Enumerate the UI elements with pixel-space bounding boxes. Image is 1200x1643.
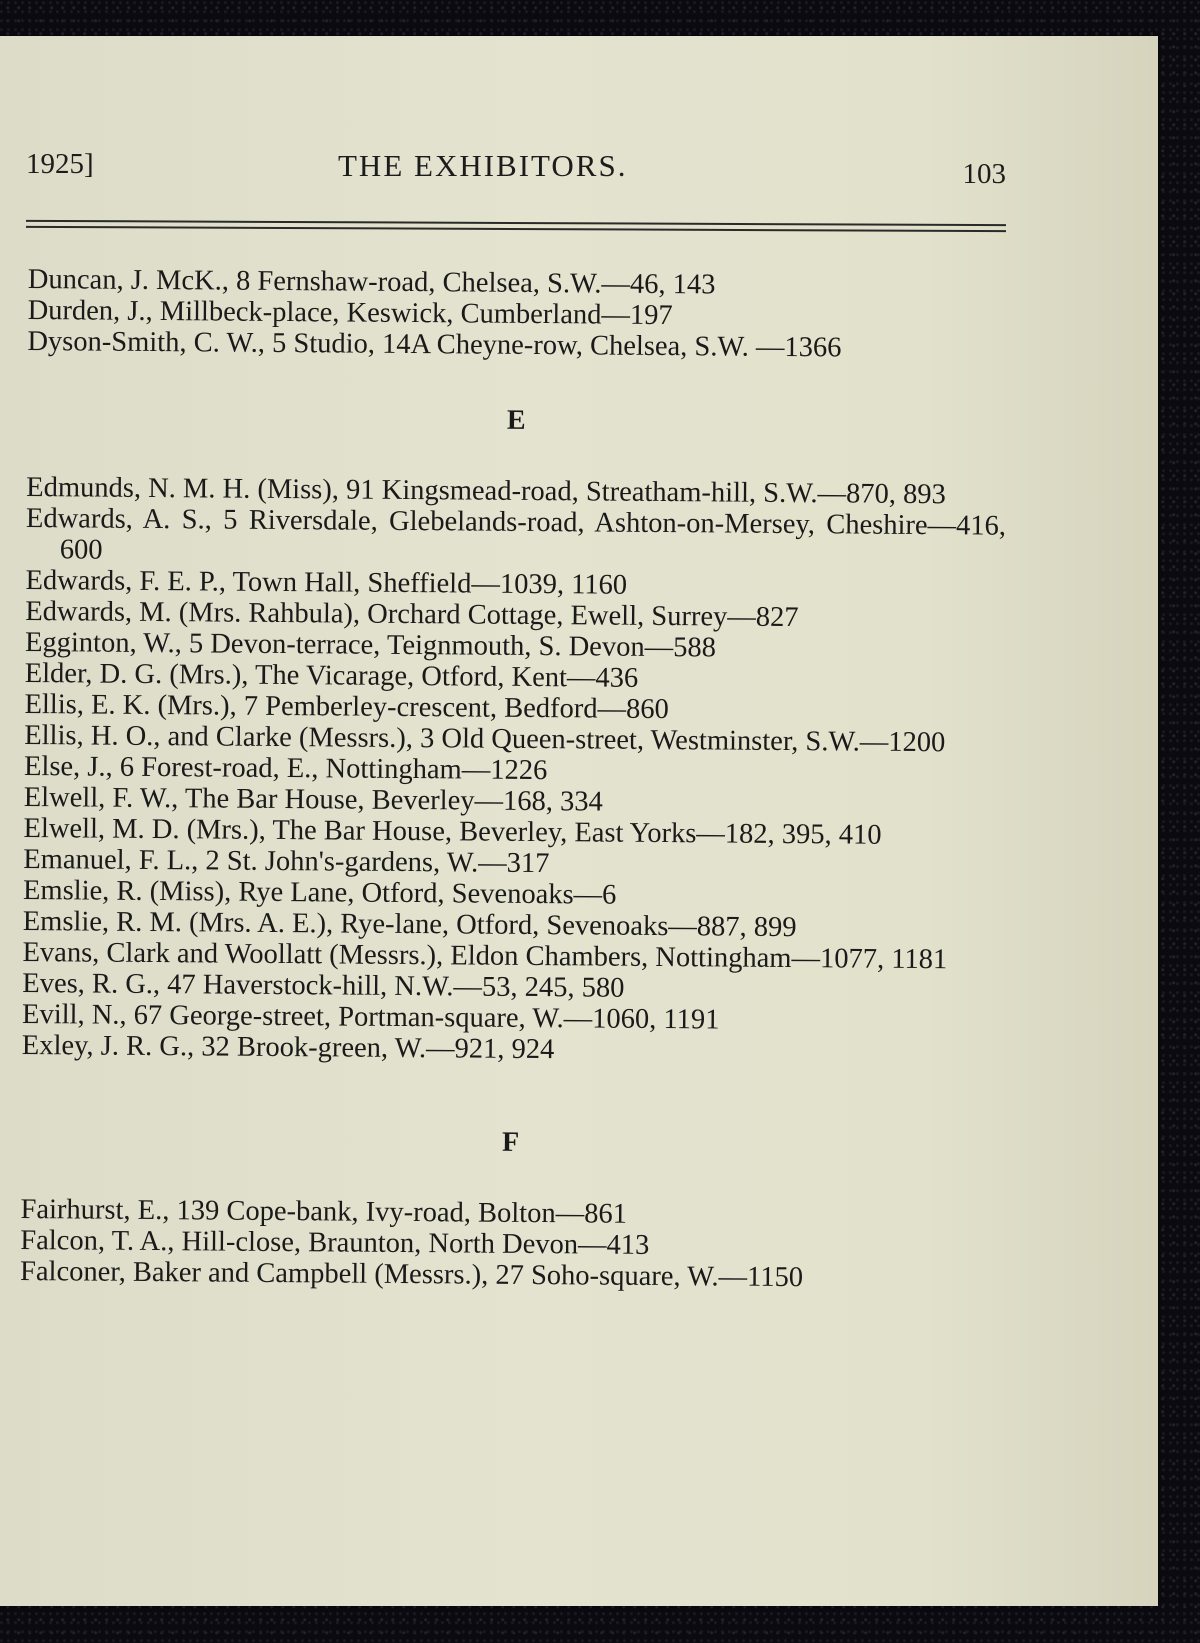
section-f	[20, 1123, 1001, 1295]
list-item: Evill, N., 67 George-street, Portman-square, W.—1060, 1191	[21, 998, 720, 1036]
exhibitor-list	[20, 264, 1008, 1295]
list-item: Else, J., 6 Forest-road, E., Nottingham—1226	[23, 750, 548, 787]
list-item: Dyson-Smith, C. W., 5 Studio, 14A Cheyne-row, Chelsea, S.W. —1366	[27, 325, 842, 364]
section-letter: F	[501, 1126, 521, 1158]
list-item: Elwell, F. W., The Bar House, Beverley—168, 334	[23, 781, 603, 818]
list-item: Edwards, M. (Mrs. Rahbula), Orchard Cottage, Ewell, Surrey—827	[25, 595, 799, 634]
list-item: Elwell, M. D. (Mrs.), The Bar House, Beverley, East Yorks—182, 395, 410	[23, 812, 882, 851]
list-item: Falconer, Baker and Campbell (Messrs.), 27 Soho-square, W.—1150	[19, 1255, 804, 1294]
header-rule-bottom	[26, 226, 1006, 232]
list-item: Edmunds, N. M. H. (Miss), 91 Kingsmead-road, Streatham-hill, S.W.—870, 893	[26, 471, 946, 511]
list-item: Fairhurst, E., 139 Cope-bank, Ivy-road, Bolton—861	[20, 1193, 628, 1230]
section-d	[27, 264, 1008, 365]
page-number: 103	[962, 158, 1006, 190]
book-page	[0, 36, 1158, 1606]
list-item: Evans, Clark and Woollatt (Messrs.), Eldon Chambers, Nottingham—1077, 1181	[22, 936, 948, 976]
list-item: Durden, J., Millbeck-place, Keswick, Cumberland—197	[27, 294, 673, 332]
list-item: Edwards, A. S., 5 Riversdale, Glebelands-road, Ashton-on-Mersey, Cheshire—416, 600	[25, 502, 1007, 566]
list-item: Elder, D. G. (Mrs.), The Vicarage, Otford, Kent—436	[24, 657, 639, 694]
running-head-year: 1925]	[26, 148, 94, 180]
list-item: Eves, R. G., 47 Haverstock-hill, N.W.—53, 245, 580	[22, 967, 625, 1004]
section-e	[22, 401, 1007, 1069]
list-item: Falcon, T. A., Hill-close, Braunton, North Devon—413	[20, 1224, 650, 1261]
list-item: Edwards, F. E. P., Town Hall, Sheffield—1039, 1160	[25, 564, 628, 601]
section-letter: E	[506, 404, 527, 436]
list-item: Emslie, R. M. (Mrs. A. E.), Rye-lane, Otford, Sevenoaks—887, 899	[22, 905, 797, 944]
list-item: Ellis, E. K. (Mrs.), 7 Pemberley-crescent, Bedford—860	[24, 688, 669, 726]
list-item: Ellis, H. O., and Clarke (Messrs.), 3 Old Queen-street, Westminster, S.W.—1200	[24, 719, 946, 759]
list-item: Emanuel, F. L., 2 St. John's-gardens, W.—317	[23, 843, 550, 880]
list-item: Emslie, R. (Miss), Rye Lane, Otford, Sevenoaks—6	[22, 874, 617, 911]
list-item: Exley, J. R. G., 32 Brook-green, W.—921, 924	[21, 1029, 555, 1066]
list-item: Egginton, W., 5 Devon-terrace, Teignmouth, S. Devon—588	[24, 626, 717, 664]
running-head-title: THE EXHIBITORS.	[338, 148, 628, 183]
list-item: Duncan, J. McK., 8 Fernshaw-road, Chelsea, S.W.—46, 143	[27, 264, 716, 301]
header-rule-top	[26, 220, 1006, 226]
running-head	[26, 144, 1006, 188]
